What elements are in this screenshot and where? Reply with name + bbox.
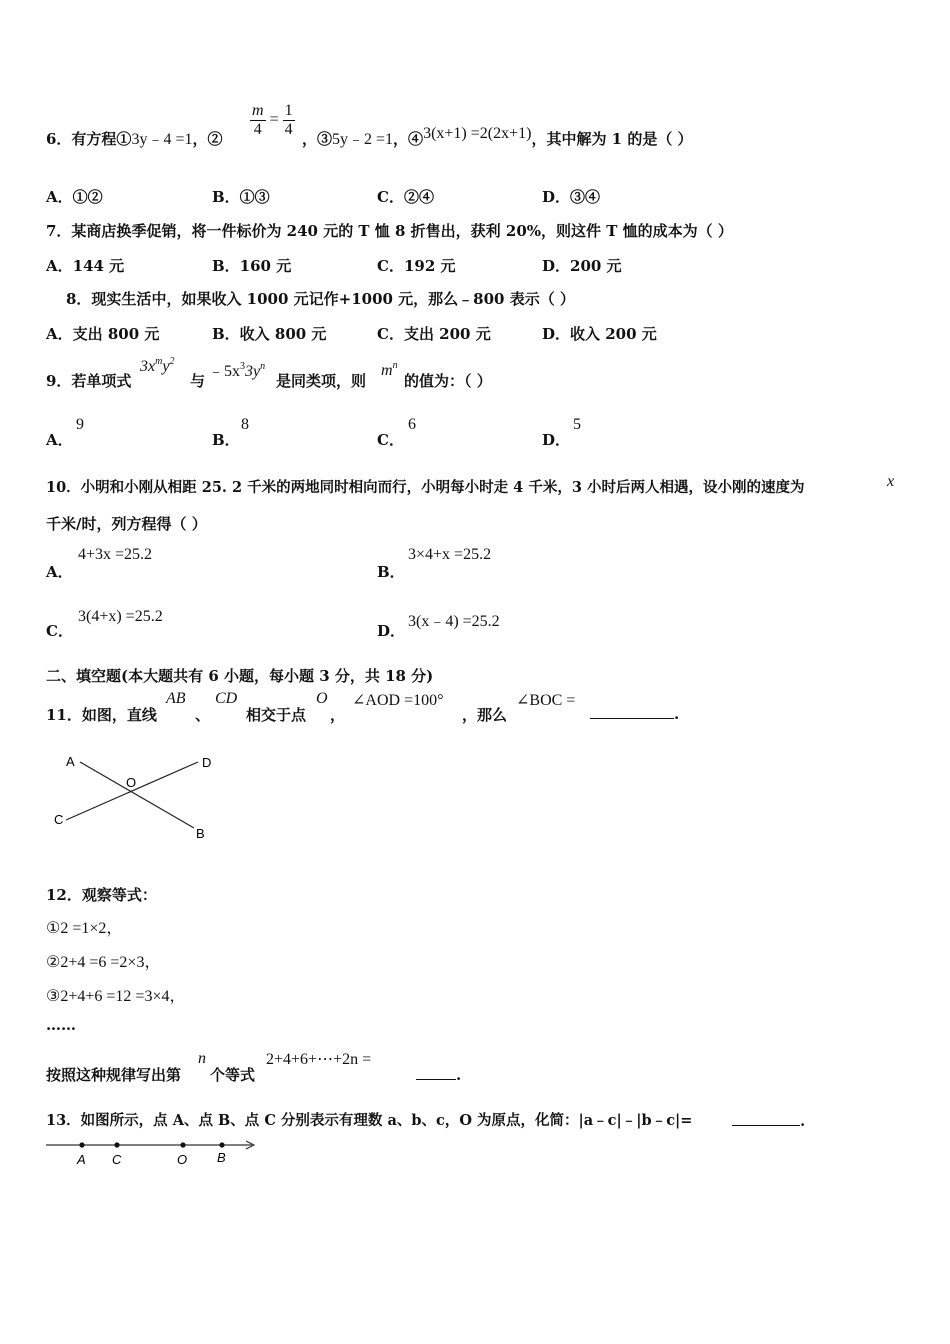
- q6-stem: [46, 126, 223, 149]
- q11-label-b: B: [196, 826, 205, 841]
- q13-point-a: [79, 1142, 84, 1147]
- q9-option-b-value: 8: [241, 416, 249, 433]
- q9-mn: $m^n$: [381, 360, 398, 379]
- q13-end: .: [800, 1112, 806, 1130]
- q10-option-d-value: 3(x﹣4) =25.2: [408, 613, 500, 630]
- q11-then: ，那么: [462, 706, 508, 724]
- q10-var-x: x: [887, 473, 895, 490]
- q11-line-cd-segment: [66, 762, 198, 820]
- q10-option-c-label: C．: [46, 622, 73, 640]
- q12-formula: 2+4+6+⋯+2n =: [266, 1051, 372, 1068]
- q9-option-a-label: A．: [46, 431, 73, 449]
- q7-option-b: B．160 元: [212, 257, 292, 275]
- q11-sep: 、: [195, 706, 211, 724]
- q11-comma: ，: [330, 706, 346, 724]
- q9-option-c-label: C．: [377, 431, 404, 449]
- q6-prefix: 6．有方程①: [46, 130, 132, 148]
- q10-stem-line1: 10．小明和小刚从相距 25. 2 千米的两地同时相向而行，小明每小时走 4 千米，3 小时后两人相遇，设小刚的速度为: [46, 479, 805, 496]
- q12-line-3: ③2+4+6 =12 =3×4，: [46, 988, 186, 1005]
- q7-option-d: D．200 元: [542, 257, 622, 275]
- q10-stem-line2: 千米/时，列方程得（ ）: [46, 515, 207, 533]
- q13-number-line: [44, 1136, 260, 1170]
- q9-option-b-label: B．: [212, 431, 240, 449]
- q9-suffix1: 是同类项，则: [276, 372, 367, 390]
- q8-option-d: D．收入 200 元: [542, 325, 657, 343]
- q7-stem: 7．某商店换季促销，将一件标价为 240 元的 T 恤 8 折售出，获利 20%，则这件 T 恤的成本为（ ）: [46, 222, 733, 240]
- q10-option-a-value: 4+3x =25.2: [78, 546, 153, 563]
- q11-line-cd: CD: [215, 690, 238, 707]
- q12-end: .: [456, 1066, 462, 1084]
- q9-suffix2: 的值为：（ ）: [404, 372, 492, 390]
- q9-option-a-value: 9: [76, 416, 84, 433]
- q6-eq4: 3(x+1) =2(2x+1): [423, 125, 532, 142]
- q6-sep4: ，④: [393, 130, 424, 148]
- q11-answer-blank[interactable]: [590, 704, 679, 723]
- q10-option-b-label: B．: [377, 563, 405, 581]
- q6-stem-rest: [302, 126, 693, 149]
- q13-label-o: O: [177, 1152, 188, 1167]
- q6-suffix: ，其中解为 1 的是（ ）: [531, 130, 693, 148]
- q8-option-c: C．支出 200 元: [377, 325, 491, 343]
- q11-label-c: C: [54, 812, 64, 827]
- q10-option-b-value: 3×4+x =25.2: [408, 546, 492, 563]
- q9-option-d-value: 5: [573, 416, 581, 433]
- q8-option-b: B．收入 800 元: [212, 325, 327, 343]
- q6-eq2-right-num: 1: [284, 102, 293, 119]
- q9-option-c-value: 6: [408, 416, 416, 433]
- q7-option-c: C．192 元: [377, 257, 456, 275]
- q11-point-o: O: [316, 690, 328, 707]
- q6-eq1: 3y﹣4 =1: [131, 131, 193, 148]
- q12-title: 12．观察等式：: [46, 886, 157, 904]
- q9-monomial-1: $3x^my^2$: [140, 356, 175, 375]
- q10-option-c-value: 3(4+x) =25.2: [78, 608, 163, 625]
- q9-mid: 与: [190, 372, 206, 390]
- q12-line-2: ②2+4 =6 =2×3，: [46, 954, 161, 971]
- q9-monomial-2: $﹣5x^33y^n$: [208, 361, 266, 380]
- q6-option-b: B．①③: [212, 188, 270, 206]
- q6-sep3: ，③: [302, 130, 333, 148]
- q8-option-a: A．支出 800 元: [46, 325, 160, 343]
- q12-answer-blank[interactable]: [416, 1066, 461, 1084]
- q6-option-a: A．①②: [46, 188, 103, 206]
- q6-eq2-left-den: 4: [253, 120, 262, 138]
- q11-line-ab: AB: [166, 690, 186, 707]
- q13-label-c: C: [112, 1152, 122, 1167]
- q11-label-o: O: [126, 775, 137, 790]
- q6-eq2: [250, 102, 295, 138]
- q11-angle-boc: ∠BOC =: [516, 692, 576, 709]
- q13-stem: 13．如图所示，点 A、点 B、点 C 分别表示有理数 a、b、c，O 为原点，化简：|a﹣c|﹣|b﹣c|=: [46, 1112, 693, 1129]
- q12-n: n: [198, 1050, 206, 1067]
- q11-end: .: [674, 705, 680, 723]
- q10-option-d-label: D．: [377, 622, 406, 640]
- q12-line-1: ①2 =1×2，: [46, 920, 123, 937]
- q6-option-c: C．②④: [377, 188, 434, 206]
- q12-ellipsis: ……: [46, 1016, 76, 1034]
- q9-prefix: 9．若单项式: [46, 372, 132, 390]
- q6-eq2-eq: =: [269, 110, 279, 128]
- q10-option-a-label: A．: [46, 563, 73, 581]
- q11-angle-aod: ∠AOD =100°: [352, 692, 444, 709]
- q7-option-a: A．144 元: [46, 257, 125, 275]
- q13-label-b: B: [217, 1150, 226, 1165]
- q13-point-c: [114, 1142, 119, 1147]
- q6-eq2-right-den: 4: [284, 120, 293, 138]
- q11-prefix: 11．如图，直线: [46, 706, 157, 724]
- q11-label-d: D: [202, 755, 212, 770]
- q6-eq2-left-num: m: [252, 102, 264, 119]
- q6-eq3: 5y﹣2 =1: [332, 131, 394, 148]
- q11-label-a: A: [66, 754, 75, 769]
- q13-point-b: [219, 1142, 224, 1147]
- q11-figure: [48, 748, 228, 844]
- section-title: 二、填空题(本大题共有 6 小题，每小题 3 分，共 18 分): [46, 667, 434, 685]
- q13-label-a: A: [77, 1152, 86, 1167]
- q12-mid: 个等式: [210, 1066, 256, 1084]
- q12-prefix: 按照这种规律写出第: [46, 1066, 182, 1084]
- q13-point-o: [180, 1142, 185, 1147]
- q8-stem: 8．现实生活中，如果收入 1000 元记作+1000 元，那么﹣800 表示（ ）: [66, 290, 575, 308]
- q13-answer-blank[interactable]: [732, 1112, 805, 1130]
- q11-mid: 相交于点: [246, 706, 307, 724]
- q6-option-d: D．③④: [542, 188, 601, 206]
- q6-sep2: ，②: [192, 130, 223, 148]
- q9-option-d-label: D．: [542, 431, 571, 449]
